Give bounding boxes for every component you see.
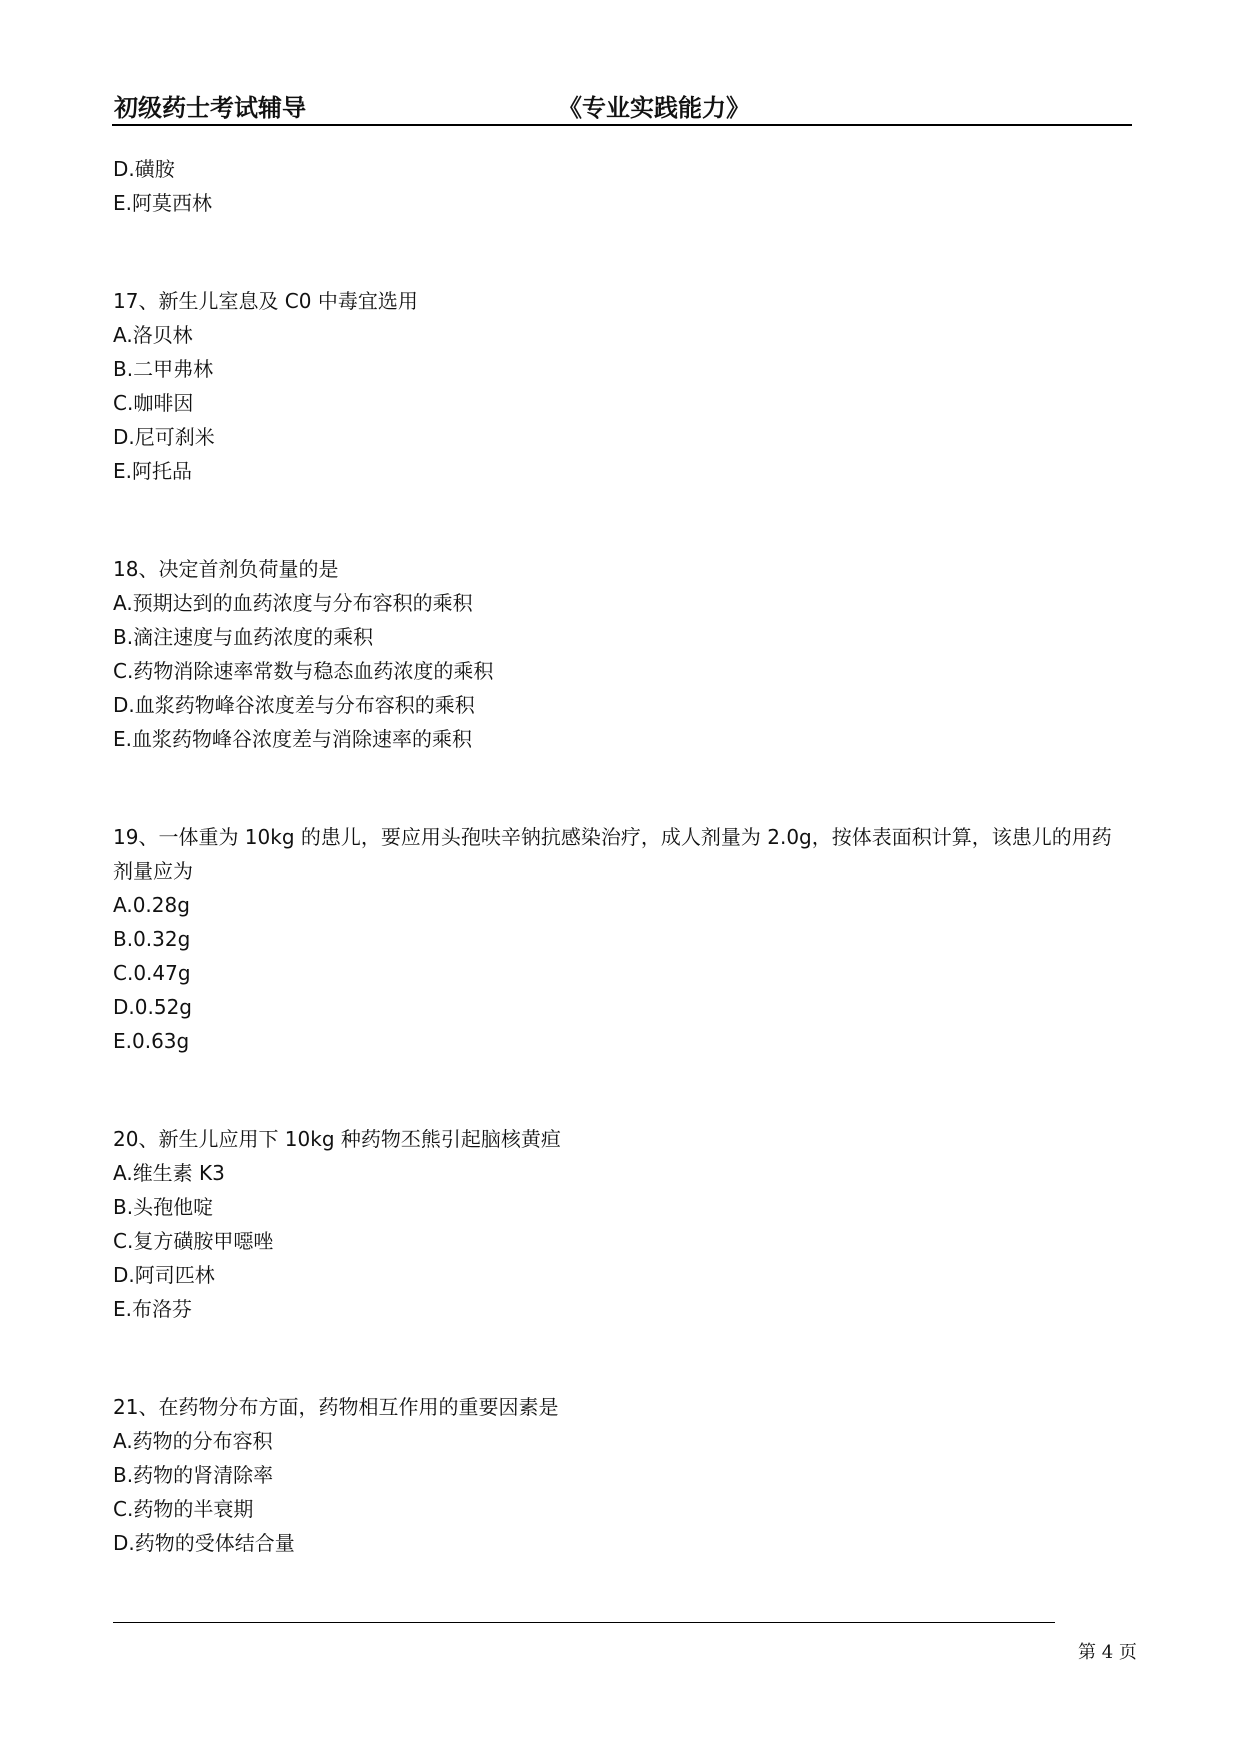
option-item: A.0.28g [113,893,190,917]
option-item: E.阿莫西林 [113,191,212,215]
question-20 [113,1122,1123,1326]
option-item: D.血浆药物峰谷浓度差与分布容积的乘积 [113,693,475,717]
option-item: C.药物的半衰期 [113,1497,254,1521]
option-item: B.头孢他啶 [113,1195,214,1219]
option-item: C.药物消除速率常数与稳态血药浓度的乘积 [113,659,494,683]
option-item: A.药物的分布容积 [113,1429,273,1453]
question-stem: 17、新生儿室息及 C0 中毒宜选用 [113,289,418,313]
option-item: D.磺胺 [113,157,175,181]
option-item: C.复方磺胺甲噁唑 [113,1229,274,1253]
question-stem: 21、在药物分布方面，药物相互作用的重要因素是 [113,1395,559,1419]
page-number: 第 4 页 [1078,1642,1137,1663]
option-item: E.0.63g [113,1029,190,1053]
option-item: D.0.52g [113,995,192,1019]
option-item: A.预期达到的血药浓度与分布容积的乘积 [113,591,473,615]
option-item: B.0.32g [113,927,191,951]
option-item: C.0.47g [113,961,191,985]
question-19 [113,820,1123,1058]
question-17 [113,284,1123,488]
question-18 [113,552,1123,756]
option-item: E.血浆药物峰谷浓度差与消除速率的乘积 [113,727,472,751]
option-item: E.布洛芬 [113,1297,192,1321]
question-stem: 19、一体重为 10kg 的患儿，要应用头孢呋辛钠抗感染治疗，成人剂量为 2.0g，按体表面积计算，该患儿的用药剂量应为 [113,825,1112,883]
option-item: E.阿托品 [113,459,192,483]
option-item: D.尼可刹米 [113,425,215,449]
option-item: B.药物的肾清除率 [113,1463,274,1487]
header-title: 初级药士考试辅导 [114,94,306,122]
footer-divider [113,1622,1055,1623]
option-item: B.滴注速度与血药浓度的乘积 [113,625,374,649]
option-item: A.洛贝林 [113,323,193,347]
page-header [112,88,1132,126]
question-stem: 20、新生儿应用下 10kg 种药物丕熊引起脑核黄疸 [113,1127,561,1151]
option-item: A.维生素 K3 [113,1161,225,1185]
header-subtitle: 《专业实践能力》 [558,94,750,122]
option-item: D.阿司匹林 [113,1263,215,1287]
question-stem: 18、决定首剂负荷量的是 [113,557,339,581]
option-item: C.咖啡因 [113,391,194,415]
question-21 [113,1390,1123,1560]
option-item: D.药物的受体结合量 [113,1531,295,1555]
option-item: B.二甲弗林 [113,357,214,381]
document-body [113,152,1123,1560]
